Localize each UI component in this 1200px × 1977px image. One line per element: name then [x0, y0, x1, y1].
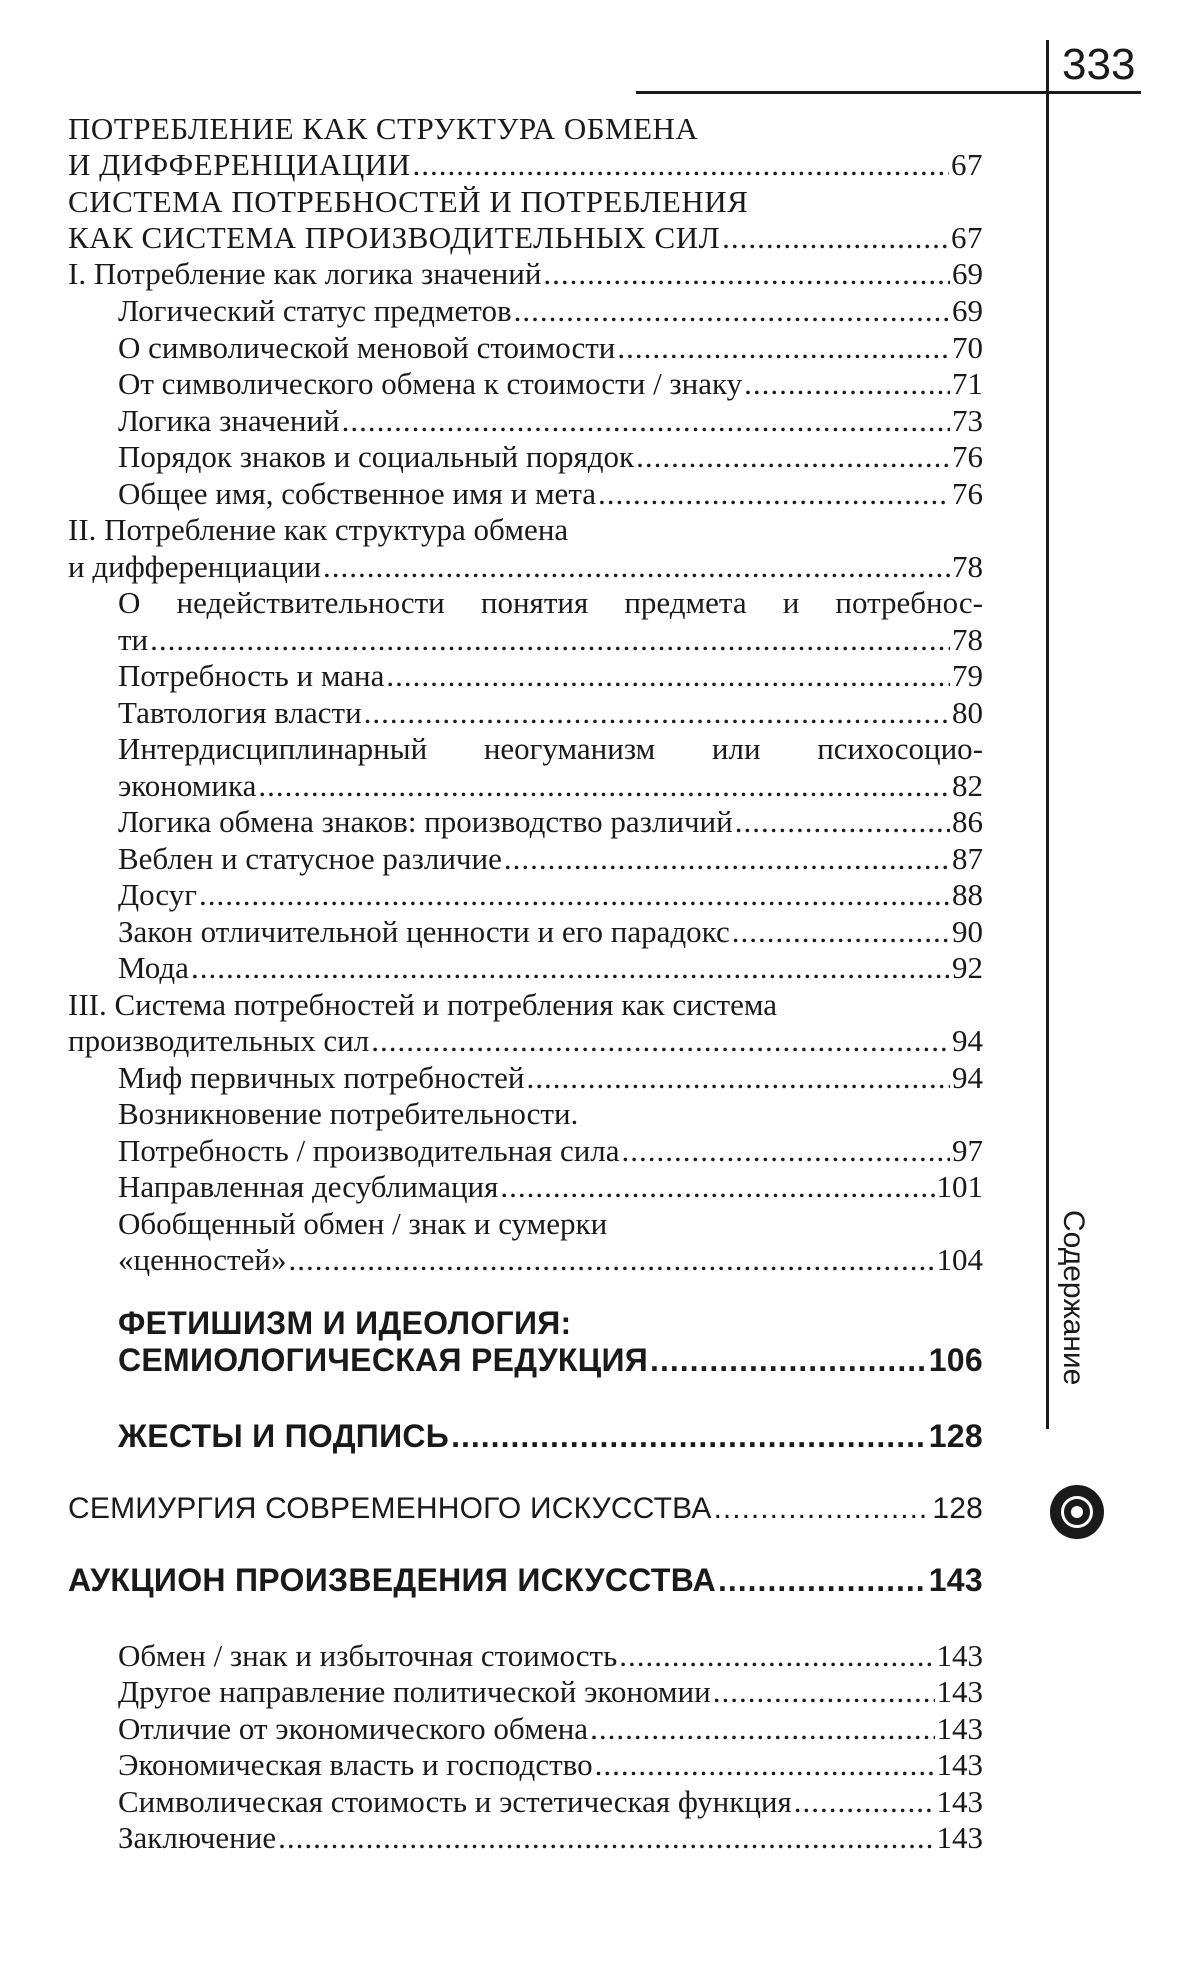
toc-page-number: 143 — [936, 1674, 983, 1709]
toc-line — [118, 1418, 983, 1455]
dot-leader — [199, 876, 950, 913]
toc-line — [118, 913, 983, 950]
toc-line — [118, 767, 983, 804]
toc-line — [118, 1783, 983, 1820]
toc-entry-title: Возникновение потребительности. — [118, 1096, 579, 1131]
toc-line — [118, 730, 983, 767]
toc-line — [118, 949, 983, 986]
toc-entry-title: Порядок знаков и социальный порядок — [118, 439, 635, 474]
toc-page-number: 67 — [951, 220, 983, 255]
toc-entry-title: Заключение — [118, 1820, 277, 1855]
toc-page-number: 69 — [952, 293, 983, 328]
toc-entry-title: СЕМИУРГИЯ СОВРЕМЕННОГО ИСКУССТВА — [68, 1492, 712, 1525]
toc-page-number: 67 — [951, 147, 983, 182]
dot-leader — [323, 548, 950, 585]
toc-line — [68, 219, 983, 256]
dot-leader — [714, 1490, 931, 1527]
toc-page-number: 88 — [952, 877, 983, 912]
toc-entry-title: III. Система потребностей и потребления как система — [68, 987, 777, 1022]
dot-leader — [735, 803, 950, 840]
toc-page-number: 87 — [952, 841, 983, 876]
toc-entry-title: Другое направление политической экономии — [118, 1674, 711, 1709]
dot-leader — [590, 1710, 934, 1747]
toc-page-number: 106 — [928, 1342, 983, 1378]
toc-entry-title: и дифференциации — [68, 549, 322, 584]
toc-entry-title: ПОТРЕБЛЕНИЕ КАК СТРУКТУРА ОБМЕНА — [68, 111, 699, 146]
toc-page-number: 82 — [952, 768, 983, 803]
toc-line — [118, 1819, 983, 1856]
toc-entry-title: Закон отличительной ценности и его парадокс — [118, 914, 730, 949]
toc-entry-title: О символической меновой стоимости — [118, 330, 616, 365]
toc-line — [68, 1562, 983, 1599]
toc-line — [68, 548, 983, 585]
toc-page-number: 104 — [936, 1242, 983, 1277]
toc-line — [118, 292, 983, 329]
toc-page-number: 78 — [952, 622, 983, 657]
toc-entry-title: Экономическая власть и господство — [118, 1747, 593, 1782]
toc-entry-title: И ДИФФЕРЕНЦИАЦИИ — [68, 147, 411, 182]
toc-entry-title: АУКЦИОН ПРОИЗВЕДЕНИЯ ИСКУССТВА — [68, 1562, 716, 1598]
toc-page-number: 101 — [936, 1169, 983, 1204]
toc-line — [118, 1205, 983, 1242]
toc-line — [118, 475, 983, 512]
dot-leader — [364, 694, 950, 731]
toc-entry-title: От символического обмена к стоимости / знаку — [118, 366, 743, 401]
toc-line — [118, 1746, 983, 1783]
toc-page-number: 92 — [952, 950, 983, 985]
toc-page-number: 90 — [952, 914, 983, 949]
toc-entry-title: Досуг — [118, 877, 197, 912]
toc-line — [118, 1241, 983, 1278]
dot-leader — [794, 1783, 935, 1820]
toc-entry-title: Логический статус предметов — [118, 293, 512, 328]
toc-line — [118, 1710, 983, 1747]
dot-leader — [514, 292, 950, 329]
toc-entry-title: Общее имя, собственное имя и мета — [118, 476, 597, 511]
toc-line — [118, 1132, 983, 1169]
toc-page-number: 78 — [952, 549, 983, 584]
toc-page-number: 79 — [952, 658, 983, 693]
toc-entry-title: Логика обмена знаков: производство различий — [118, 804, 733, 839]
dot-leader — [617, 329, 950, 366]
toc-line — [118, 584, 983, 621]
dot-leader — [619, 1637, 934, 1674]
toc-entry-title: Тавтология власти — [118, 695, 362, 730]
toc-line — [118, 657, 983, 694]
toc-line — [68, 255, 983, 292]
toc-page-number: 76 — [952, 439, 983, 474]
dot-leader — [500, 1168, 934, 1205]
toc-line — [68, 1022, 983, 1059]
toc-entry-title: СЕМИОЛОГИЧЕСКАЯ РЕДУКЦИЯ — [118, 1342, 649, 1378]
side-rule — [1046, 94, 1049, 1429]
toc-page-number: 143 — [936, 1711, 983, 1746]
dot-leader — [191, 949, 950, 986]
toc-page-number: 69 — [952, 256, 983, 291]
toc-line — [68, 110, 983, 147]
dot-leader — [504, 840, 950, 877]
toc-entry-title: ти — [118, 622, 149, 657]
toc-line — [118, 1095, 983, 1132]
toc-entry-title: I. Потребление как логика значений — [68, 256, 542, 291]
toc-entry-title: Обмен / знак и избыточная стоимость — [118, 1638, 618, 1673]
dot-leader — [744, 365, 950, 402]
toc-line — [68, 511, 983, 548]
dot-leader — [150, 621, 950, 658]
dot-leader — [543, 255, 950, 292]
dot-leader — [278, 1819, 934, 1856]
toc-line — [118, 1342, 983, 1379]
toc-entry-title: О недействительности понятия предмета и потребнос- — [118, 585, 983, 620]
toc-page-number: 143 — [928, 1562, 983, 1598]
toc-line — [118, 621, 983, 658]
toc-entry-title: ФЕТИШИЗМ И ИДЕОЛОГИЯ: — [118, 1305, 572, 1341]
dot-leader — [412, 146, 949, 183]
dot-leader — [636, 438, 950, 475]
toc-page-number: 128 — [928, 1418, 983, 1454]
toc-page-number: 73 — [952, 403, 983, 438]
dot-leader — [713, 1673, 935, 1710]
dot-leader — [371, 1022, 950, 1059]
dot-leader — [722, 219, 949, 256]
toc-line — [118, 1673, 983, 1710]
toc-entry-title: Отличие от экономического обмена — [118, 1711, 589, 1746]
toc-page-number: 143 — [936, 1820, 983, 1855]
toc-page-number: 71 — [952, 366, 983, 401]
toc-page-number: 128 — [932, 1492, 983, 1525]
dot-leader — [718, 1562, 927, 1599]
toc-page-number: 143 — [936, 1747, 983, 1782]
dot-leader — [622, 1132, 950, 1169]
toc-entry-title: Обобщенный обмен / знак и сумерки — [118, 1206, 608, 1241]
toc-entry-title: СИСТЕМА ПОТРЕБНОСТЕЙ И ПОТРЕБЛЕНИЯ — [68, 184, 749, 219]
toc-line — [118, 1637, 983, 1674]
toc-entry-title: Миф первичных потребностей — [118, 1060, 525, 1095]
dot-leader — [598, 475, 950, 512]
dot-leader — [288, 1241, 934, 1278]
toc-line — [118, 803, 983, 840]
circle-ornament-icon — [1050, 1485, 1104, 1539]
dot-leader — [595, 1746, 935, 1783]
toc-entry-title: Логика значений — [118, 403, 340, 438]
toc-entry-title: ЖЕСТЫ И ПОДПИСЬ — [118, 1418, 450, 1454]
toc-line — [68, 1490, 983, 1527]
toc-entry-title: «ценностей» — [118, 1242, 287, 1277]
toc-entry-title: Символическая стоимость и эстетическая функция — [118, 1784, 792, 1819]
toc-line — [68, 986, 983, 1023]
toc-line — [118, 438, 983, 475]
dot-leader — [526, 1059, 950, 1096]
toc-page-number: 80 — [952, 695, 983, 730]
toc-page-number: 97 — [952, 1133, 983, 1168]
toc-entry-title: производительных сил — [68, 1023, 370, 1058]
toc-entry-title: экономика — [118, 768, 257, 803]
toc-entry-title: Потребность / производительная сила — [118, 1133, 620, 1168]
toc-page-number: 143 — [936, 1784, 983, 1819]
toc-line — [68, 183, 983, 220]
toc-line — [68, 146, 983, 183]
toc-page-number: 70 — [952, 330, 983, 365]
toc-page-number: 86 — [952, 804, 983, 839]
toc-line — [118, 402, 983, 439]
header-vertical-rule — [1046, 40, 1049, 95]
toc-entry-title: Направленная десублимация — [118, 1169, 499, 1204]
running-title: Содержание — [1057, 1210, 1090, 1386]
toc-line — [118, 694, 983, 731]
toc-line — [118, 365, 983, 402]
dot-leader — [342, 402, 950, 439]
toc-entry-title: Веблен и статусное различие — [118, 841, 502, 876]
toc-entry-title: Мода — [118, 950, 189, 985]
toc-page-number: 94 — [952, 1060, 983, 1095]
dot-leader — [258, 767, 950, 804]
dot-leader — [451, 1418, 927, 1455]
dot-leader — [732, 913, 950, 950]
dot-leader — [386, 657, 950, 694]
toc-line — [118, 329, 983, 366]
dot-leader — [650, 1342, 927, 1379]
toc-entry-title: Потребность и мана — [118, 658, 385, 693]
toc-entry-title: КАК СИСТЕМА ПРОИЗВОДИТЕЛЬНЫХ СИЛ — [68, 220, 721, 255]
toc-line — [118, 1168, 983, 1205]
toc-entry-title: Интердисциплинарный неогуманизм или психосоцио- — [118, 731, 983, 766]
toc-line — [118, 1305, 983, 1342]
toc-line — [118, 876, 983, 913]
toc-page-number: 94 — [952, 1023, 983, 1058]
toc-line — [118, 840, 983, 877]
toc-line — [118, 1059, 983, 1096]
toc-entry-title: II. Потребление как структура обмена — [68, 512, 569, 547]
page-number: 333 — [1062, 40, 1136, 89]
toc-page-number: 143 — [936, 1638, 983, 1673]
toc-page-number: 76 — [952, 476, 983, 511]
